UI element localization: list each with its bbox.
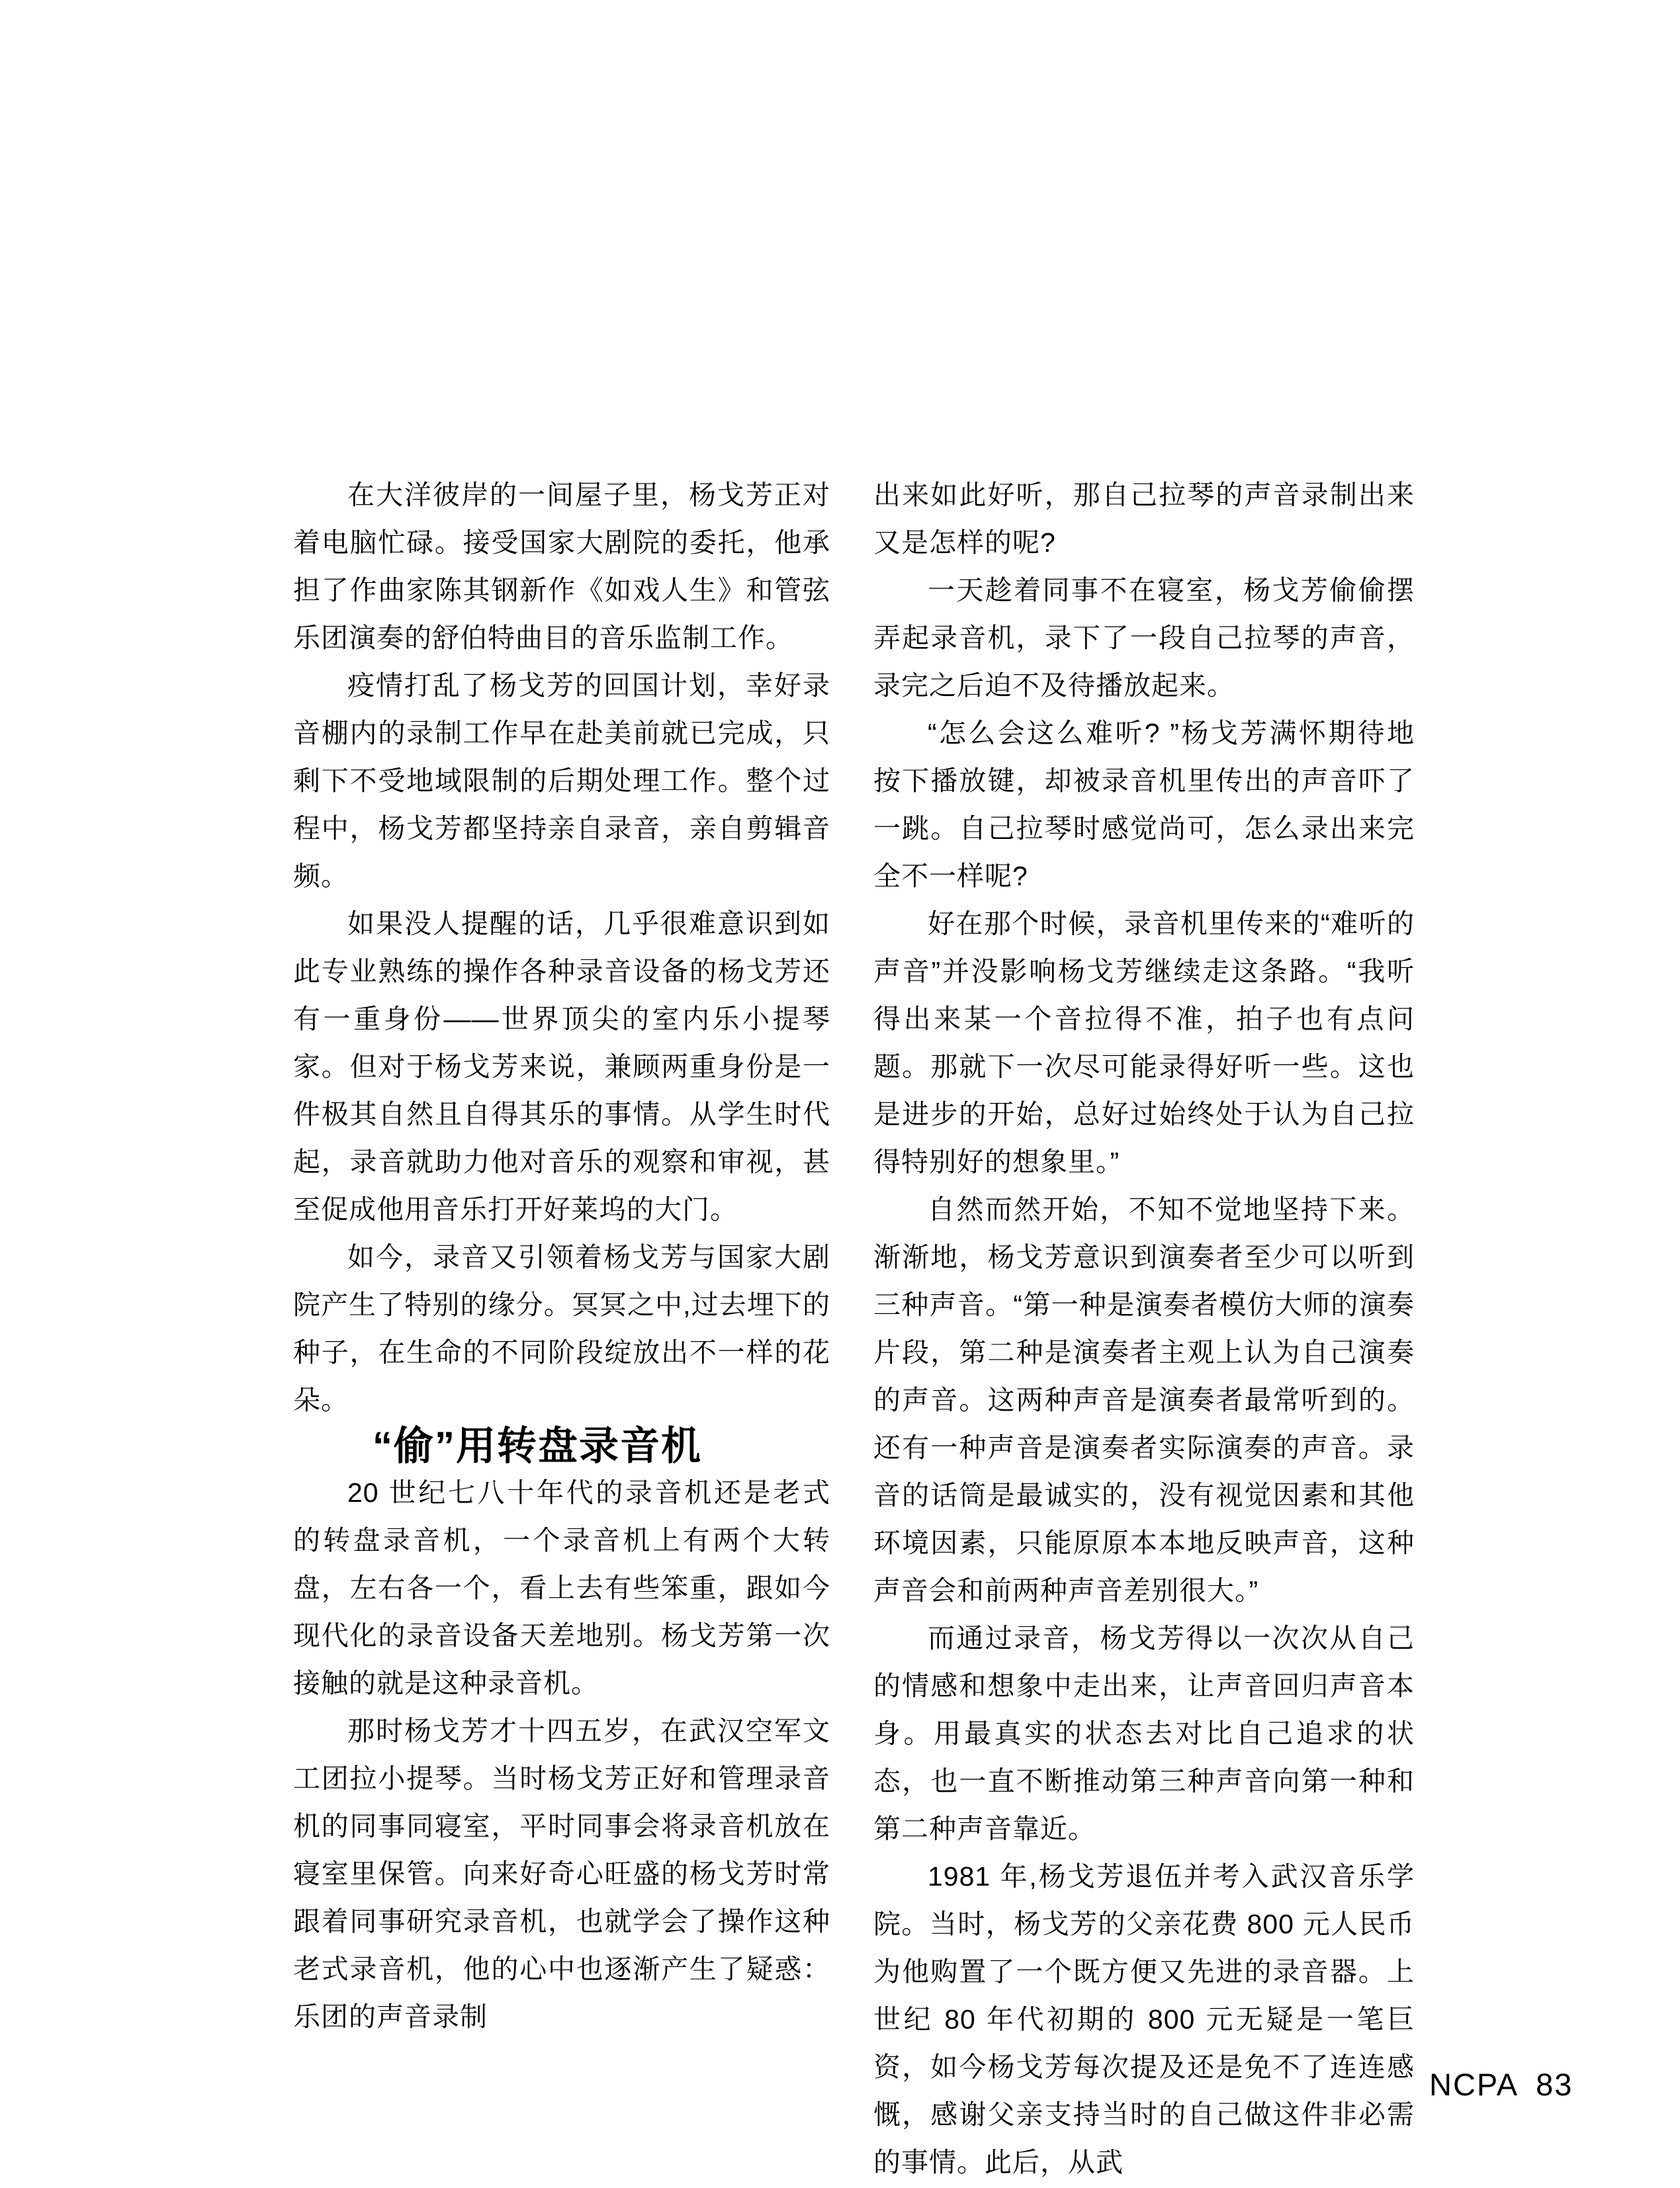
journal-name: NCPA (1429, 2067, 1519, 2102)
paragraph: “怎么会这么难听? ”杨戈芳满怀期待地按下播放键，却被录音机里传出的声音吓了一跳。自己拉琴时感觉尚可，怎么录出来完全不一样呢? (873, 718, 1415, 891)
paragraph: 一天趁着同事不在寝室，杨戈芳偷偷摆弄起录音机，录下了一段自己拉琴的声音，录完之后迫不及待播放起来。 (873, 575, 1415, 701)
left-column (293, 471, 830, 2040)
paragraph: 20 世纪七八十年代的录音机还是老式的转盘录音机，一个录音机上有两个大转盘，左右各一个，看上去有些笨重，跟如今现代化的录音设备天差地别。杨戈芳第一次接触的就是这种录音机。 (293, 1477, 830, 1698)
paragraph: 在大洋彼岸的一间屋子里，杨戈芳正对着电脑忙碌。接受国家大剧院的委托，他承担了作曲家陈其钢新作《如戏人生》和管弦乐团演奏的舒伯特曲目的音乐监制工作。 (293, 480, 830, 653)
right-column (873, 471, 1415, 2186)
paragraph: 如今，录音又引领着杨戈芳与国家大剧院产生了特别的缘分。冥冥之中,过去埋下的种子，在生命的不同阶段绽放出不一样的花朵。 (293, 1242, 830, 1415)
paragraph: 疫情打乱了杨戈芳的回国计划，幸好录音棚内的录制工作早在赴美前就已完成，只剩下不受地域限制的后期处理工作。整个过程中，杨戈芳都坚持亲自录音，亲自剪辑音频。 (293, 670, 830, 891)
section-heading: “偷”用转盘录音机 (373, 1424, 702, 1468)
paragraph: 自然而然开始，不知不觉地坚持下来。渐渐地，杨戈芳意识到演奏者至少可以听到三种声音。“第一种是演奏者模仿大师的演奏片段，第二种是演奏者主观上认为自己演奏的声音。这两种声音是演奏者最常听到的。还有一种声音是演奏者实际演奏的声音。录音的话筒是最诚实的，没有视觉因素和其他环境因素，只能原原本本地反映声音，这种声音会和前两种声音差别很大。” (873, 1194, 1415, 1606)
paragraph: 而通过录音，杨戈芳得以一次次从自己的情感和想象中走出来，让声音回归声音本身。用最真实的状态去对比自己追求的状态，也一直不断推动第三种声音向第一种和第二种声音靠近。 (873, 1623, 1415, 1844)
paragraph: 1981 年,杨戈芳退伍并考入武汉音乐学院。当时，杨戈芳的父亲花费 800 元人民币为他购置了一个既方便又先进的录音器。上世纪 80 年代初期的 800 元无疑是一笔巨资，如今杨戈芳每次提及还是免不了连连感慨，感谢父亲支持当时的自己做这件非必需的事情。此后，从武 (873, 1861, 1415, 2177)
paragraph: 好在那个时候，录音机里传来的“难听的声音”并没影响杨戈芳继续走这条路。“我听得出来某一个音拉得不准，拍子也有点问题。那就下一次尽可能录得好听一些。这也是进步的开始，总好过始终处于认为自己拉得特别好的想象里。” (873, 908, 1415, 1177)
page-footer (1429, 2068, 1573, 2101)
paragraph: 那时杨戈芳才十四五岁，在武汉空军文工团拉小提琴。当时杨戈芳正好和管理录音机的同事同寝室，平时同事会将录音机放在寝室里保管。向来好奇心旺盛的杨戈芳时常跟着同事研究录音机，也就学会了操作这种老式录音机，他的心中也逐渐产生了疑惑：乐团的声音录制 (293, 1716, 830, 2032)
paragraph-continued: 出来如此好听，那自己拉琴的声音录制出来又是怎样的呢? (873, 480, 1415, 558)
paragraph: 如果没人提醒的话，几乎很难意识到如此专业熟练的操作各种录音设备的杨戈芳还有一重身份——世界顶尖的室内乐小提琴家。但对于杨戈芳来说，兼顾两重身份是一件极其自然且自得其乐的事情。从学生时代起，录音就助力他对音乐的观察和审视，甚至促成他用音乐打开好莱坞的大门。 (293, 908, 830, 1225)
page-number: 83 (1536, 2067, 1573, 2102)
